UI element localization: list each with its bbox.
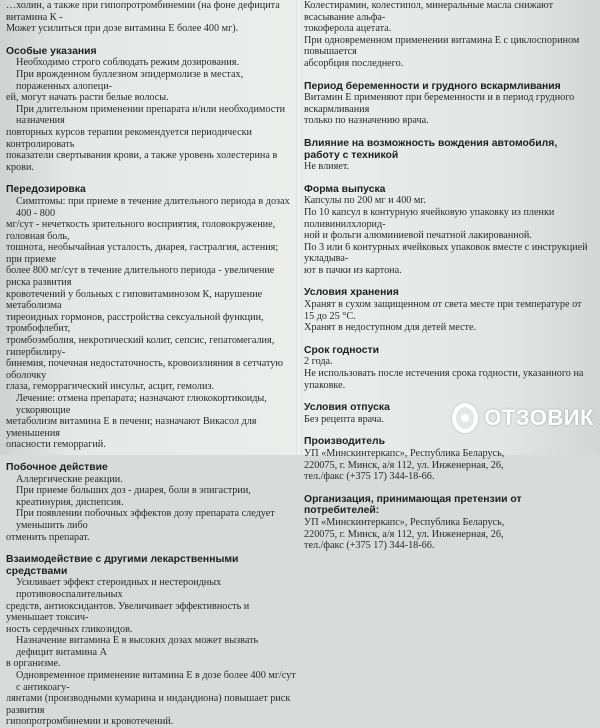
text-line: УП «Минскинтеркапс», Республика Беларусь, [304, 516, 505, 528]
text-line: в организме. [6, 658, 61, 670]
manufacturer-section [304, 436, 594, 482]
text-line: средств, антиоксидантов. Увеличивает эффективность и уменьшает токсич- [6, 600, 250, 624]
text-line: повторных курсов терапии рекомендуется периодически контролировать [6, 126, 253, 150]
text-line: кровотечений у больных с гиповитаминозом К, нарушение метаболизма [6, 288, 263, 312]
text-line: Лечение: отмена препарата; назначают глюкокортикоиды, ускоряющие [16, 393, 267, 416]
text-line: Необходимо строго соблюдать режим дозирования. [16, 57, 240, 69]
otzovik-watermark [452, 398, 594, 438]
section-title: Передозировка [6, 184, 86, 196]
text-line: метаболизм витамина Е в печени; назначают Викасол для уменьшения [6, 416, 257, 439]
text-line: тел./факс (+375 17) 344-18-66. [304, 471, 435, 483]
section-title: Условия хранения [304, 287, 399, 299]
paper-fold [296, 0, 302, 455]
release-form-section [304, 184, 594, 277]
text-line: Аллергические реакции. [16, 473, 123, 485]
intro-line: При одновременном применении витамина Е с циклоспорином повышается [304, 34, 580, 58]
left-column [6, 0, 296, 728]
text-line: опасности геморрагий. [6, 439, 106, 451]
text-line: По 10 капсул в контурную ячейковую упаковку из пленки поливинилхлорид- [304, 206, 555, 230]
text-line: тошнота, необычайная усталость, диарея, гастралгия, астения; при приеме [6, 242, 279, 265]
text-line: 2 года. [304, 356, 333, 368]
text-line: ей, могут начать расти белые волосы. [6, 92, 169, 104]
right-column [304, 0, 594, 552]
text-line: Хранят в недоступном для детей месте. [304, 322, 477, 334]
text-line: При длительном применении препарата и/или необходимости назначения [16, 103, 286, 127]
section-title: Побочное действие [6, 461, 108, 473]
section-title: Форма выпуска [304, 183, 386, 195]
text-line: Капсулы по 200 мг и 400 мг. [304, 195, 426, 207]
overdose-section [6, 184, 296, 451]
text-line: По 3 или 6 контурных ячейковых упаковок вместе с инструкцией укладыва- [304, 241, 588, 265]
text-line: Витамин Е применяют при беременности и в период грудного вскармливания [304, 92, 575, 115]
text-line: показатели свертывания крови, а также уровень холестерина в крови. [6, 150, 278, 173]
text-line: отменить препарат. [6, 531, 90, 543]
text-line: тромбоэмболия, некротический колит, сепсис, гепатомегалия, гипербилиру- [6, 335, 275, 358]
text-line: Усиливает эффект стероидных и нестероидных противовоспалительных [16, 577, 222, 600]
text-line: УП «Минскинтеркапс», Республика Беларусь, [304, 448, 505, 459]
section-title: Условия отпуска [304, 402, 390, 414]
text-line: более 800 мг/сут в течение длительного периода - увеличение риска развития [6, 265, 275, 289]
section-title: Производитель [304, 436, 386, 448]
text-line: При врожденном буллезном эпидермолизе в местах, пораженных алопеци- [16, 68, 244, 92]
section-title: Влияние на возможность вождения автомобиля, работу с техникой [304, 137, 558, 161]
text-line: мг/сут - нечеткость зрительного восприятия, головокружение, головная боль, [6, 219, 276, 242]
intro-line: токоферола ацетата. [304, 23, 392, 35]
text-line: Назначение витамина Е в высоких дозах может вызвать дефицит витамина А [16, 635, 259, 658]
watermark-brand: ОТЗОВИК [484, 405, 594, 430]
shelf-life-section [304, 345, 594, 391]
text-line: Не использовать после истечения срока годности, указанного на упаковке. [304, 368, 584, 391]
text-line: гипопротромбинемии и кровотечений. [6, 716, 174, 728]
text-line: только по назначению врача. [304, 115, 429, 127]
text-line: ной и фольги алюминиевой печатной лакированной. [304, 230, 532, 242]
text-line: бинемия, почечная недостаточность, кровоизлияния в сетчатую оболочку [6, 358, 283, 381]
intro-line: абсорбция последнего. [304, 57, 404, 69]
interactions-section [6, 554, 296, 728]
otzovik-logo-icon [452, 403, 478, 433]
intro-line: Может усилиться при дозе витамина Е более 400 мг). [6, 23, 239, 35]
driving-section [304, 138, 594, 173]
text-line: тел./факс (+375 17) 344-18-66. [304, 540, 435, 552]
pregnancy-section [304, 81, 594, 127]
text-line: Не влияет. [304, 161, 350, 173]
section-title: Взаимодействие с другими лекарственными средствами [6, 554, 239, 577]
text-line: тиреоидных гормонов, расстройства сексуальной функции, тромбофлебит, [6, 311, 264, 335]
section-title: Срок годности [304, 344, 380, 356]
special-instructions-section [6, 46, 296, 174]
text-line: При появлении побочных эффектов дозу препарата следует уменьшить либо [16, 508, 275, 531]
text-line: Без рецепта врача. [304, 413, 384, 425]
storage-section [304, 287, 594, 333]
text-line: лянтами (производными кумарина и индандиона) повышает риск развития [6, 693, 291, 716]
intro-line: …холин, а также при гипопротромбинемии (на фоне дефицита витамина К - [6, 0, 280, 23]
text-line: глаза, геморрагический инсульт, асцит, гемолиз. [6, 381, 215, 393]
section-title: Особые указания [6, 45, 97, 57]
text-line: 220075, г. Минск, а/я 112, ул. Инженерная, 26, [304, 459, 504, 471]
section-title: Период беременности и грудного вскармливания [304, 80, 561, 92]
text-line: ют в пачки из картона. [304, 264, 402, 276]
text-line: 220075, г. Минск, а/я 112, ул. Инженерная, 26, [304, 528, 504, 540]
intro-line: Колестирамин, колестипол, минеральные масла снижают всасывание альфа- [304, 0, 554, 23]
claims-section [304, 494, 594, 552]
side-effects-section [6, 462, 296, 543]
text-line: При приеме больших доз - диарея, боли в эпигастрии, креатинурия, диспепсия. [16, 485, 251, 508]
text-line: Одновременное применение витамина Е в дозе более 400 мг/сут с антикоагу- [16, 670, 296, 693]
text-line: ность сердечных гликозидов. [6, 623, 133, 635]
text-line: Хранят в сухом защищенном от света месте при температуре от 15 до 25 °С. [304, 299, 582, 322]
text-line: Симптомы: при приеме в течение длительного периода в дозах 400 - 800 [16, 195, 290, 219]
section-title: Организация, принимающая претензии от потребителей: [304, 493, 522, 517]
